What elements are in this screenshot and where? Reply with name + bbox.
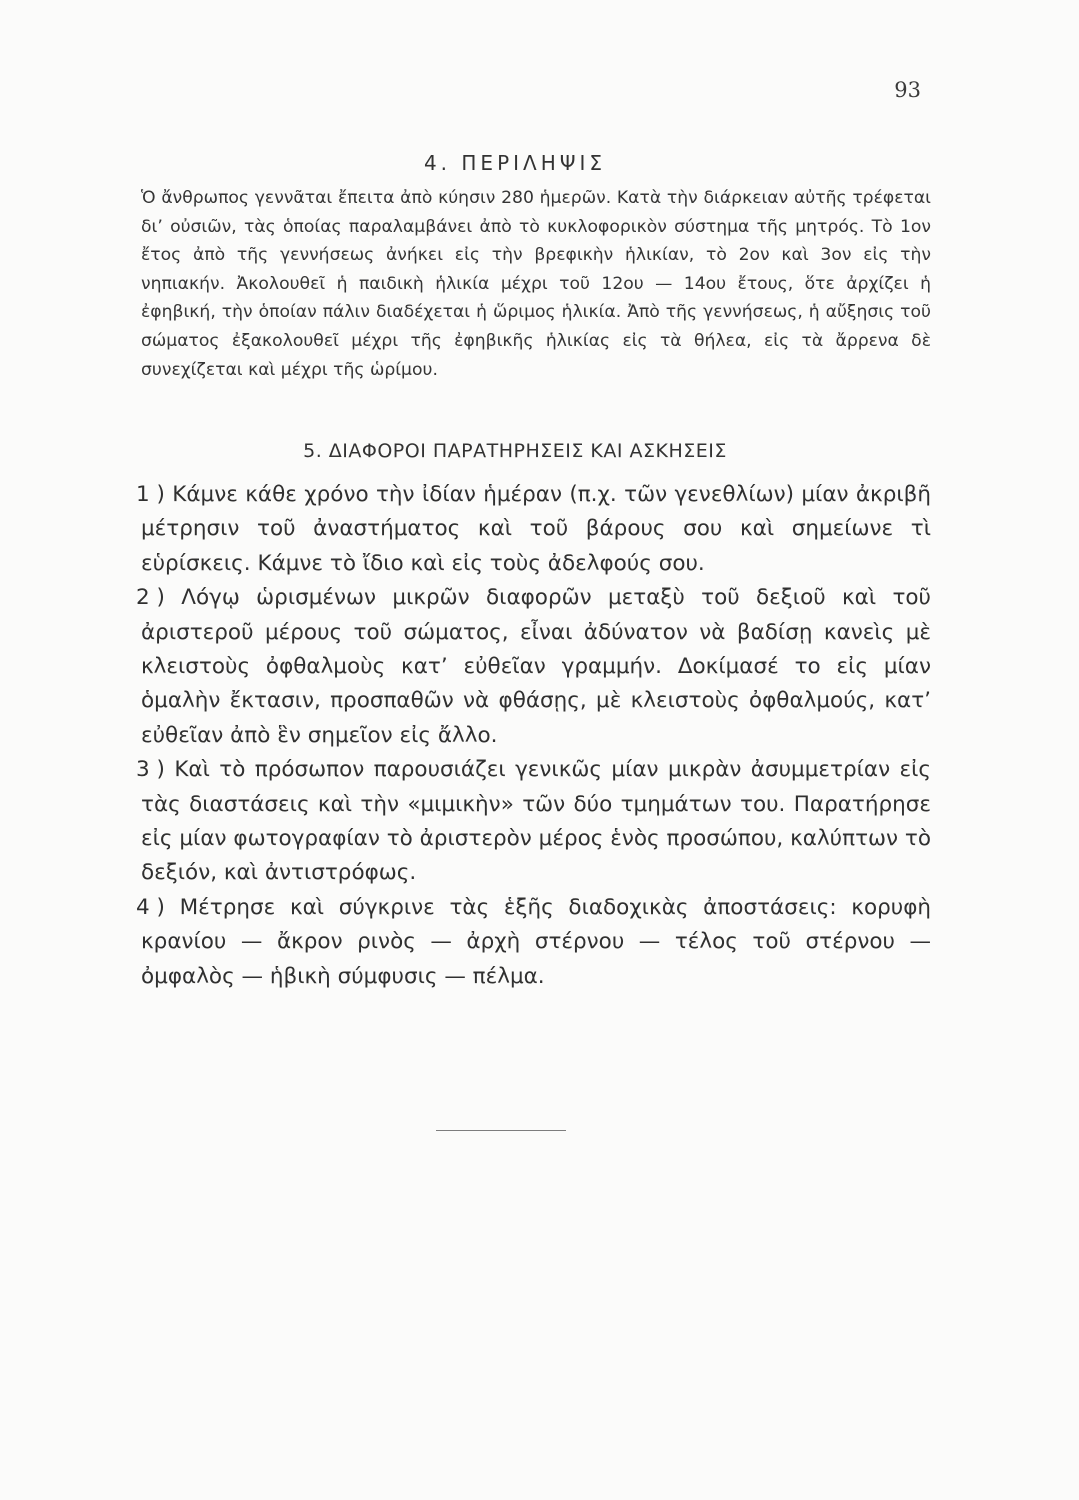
exercise-item bbox=[136, 478, 931, 581]
summary-section bbox=[141, 184, 931, 384]
exercise-text: Κάμνε κάθε χρόνο τὴν ἰδίαν ἡμέραν (π.χ. τῶν γενεθλίων) μίαν ἀκριβῆ μέτρησιν τοῦ ἀναστήματος καὶ τοῦ βάρους σου καὶ σημείωνε τὶ εὑρίσκεις. Κάμνε τὸ ἴδιο καὶ εἰς τοὺς ἀδελφούς σου. bbox=[141, 482, 931, 576]
exercise-text: Λόγῳ ὡρισμένων μικρῶν διαφορῶν μεταξὺ τοῦ δεξιοῦ καὶ τοῦ ἀριστεροῦ μέρους τοῦ σώματος, εἶναι ἀδύνατον νὰ βαδίσῃ κανεὶς μὲ κλειστοὺς ὀφθαλμοὺς κατ’ εὐθεῖαν γραμμήν. Δοκίμασέ το εἰς μίαν ὁμαλὴν ἔκτασιν, προσπαθῶν νὰ φθάσῃς, μὲ κλειστοὺς ὀφθαλμούς, κατ’ εὐθεῖαν ἀπὸ ἓν σημεῖον εἰς ἄλλο. bbox=[141, 585, 931, 748]
summary-paragraph: Ὁ ἄνθρωπος γεννᾶται ἔπειτα ἀπὸ κύησιν 280 ἡμερῶν. Κατὰ τὴν διάρκειαν αὐτῆς τρέφεται δι’ οὐσιῶν, τὰς ὁποίας παραλαμβάνει ἀπὸ τὸ κυκλοφορικὸν σύστημα τῆς μητρός. Τὸ 1ον ἔτος ἀπὸ τῆς γεννήσεως ἀνήκει εἰς τὴν βρεφικὴν ἡλικίαν, τὸ 2ον καὶ 3ον εἰς τὴν νηπιακήν. Ἀκολουθεῖ ἡ παιδικὴ ἡλικία μέχρι τοῦ 12ου — 14ου ἔτους, ὅτε ἀρχίζει ἡ ἐφηβική, τὴν ὁποίαν πάλιν διαδέχεται ἡ ὥριμος ἡλικία. Ἀπὸ τῆς γεννήσεως, ἡ αὔξησις τοῦ σώματος ἐξακολουθεῖ μέχρι τῆς ἐφηβικῆς ἡλικίας εἰς τὰ θήλεα, εἰς τὰ ἄρρενα δὲ συνεχίζεται καὶ μέχρι τῆς ὡρίμου. bbox=[141, 188, 931, 380]
exercise-item bbox=[136, 753, 931, 891]
exercise-item bbox=[136, 891, 931, 994]
exercises-section bbox=[136, 478, 931, 994]
exercise-number: 1 ) bbox=[136, 482, 165, 507]
exercise-number: 4 ) bbox=[136, 894, 165, 920]
exercises-heading: 5. ΔΙΑΦΟΡΟΙ ΠΑΡΑΤΗΡΗΣΕΙΣ ΚΑΙ ΑΣΚΗΣΕΙΣ bbox=[303, 439, 727, 462]
exercise-text: Μέτρησε καὶ σύγκρινε τὰς ἑξῆς διαδοχικὰς ἀποστάσεις: κορυφὴ κρανίου — ἄκρον ρινὸς — ἀρχὴ στέρνου — τέλος τοῦ στέρνου — ὀμφαλὸς — ἡβικὴ σύμφυσις — πέλμα. bbox=[141, 894, 931, 989]
summary-heading: 4. ΠΕΡΙΛΗΨΙΣ bbox=[423, 150, 607, 175]
exercise-number: 3 ) bbox=[136, 757, 165, 783]
section-end-rule bbox=[436, 1130, 566, 1131]
page-number: 93 bbox=[894, 78, 921, 102]
exercise-item bbox=[136, 581, 931, 753]
exercise-text: Καὶ τὸ πρόσωπον παρουσιάζει γενικῶς μίαν μικρὰν ἀσυμμετρίαν εἰς τὰς διαστάσεις καὶ τὴν «μιμικὴν» τῶν δύο τμημάτων του. Παρατήρησε εἰς μίαν φωτογραφίαν τὸ ἀριστερὸν μέρος ἑνὸς προσώπου, καλύπτων τὸ δεξιόν, καὶ ἀντιστρόφως. bbox=[141, 757, 931, 886]
exercise-number: 2 ) bbox=[136, 585, 165, 611]
